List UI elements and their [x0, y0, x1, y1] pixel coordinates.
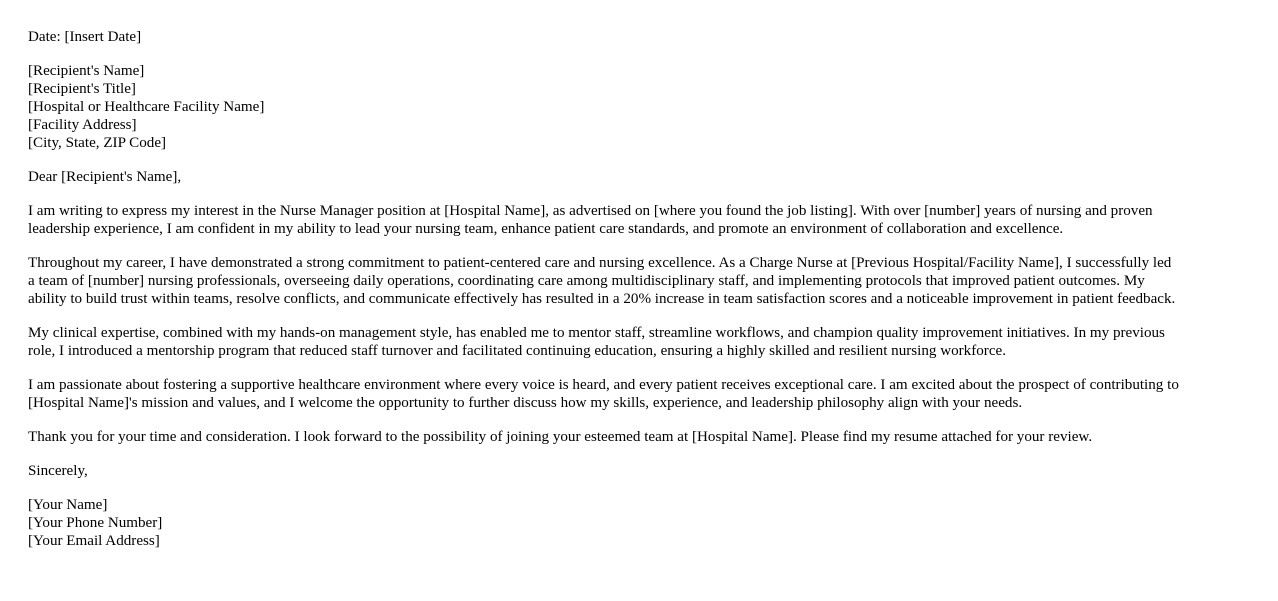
body-paragraph-passion — [28, 376, 1256, 412]
sender-name: [Your Name] — [28, 497, 108, 513]
sender-phone: [Your Phone Number] — [28, 515, 163, 531]
paragraph-line: Throughout my career, I have demonstrated a strong commitment to patient-centered care and nursing excellence. As a Charge Nurse at [Previous Hospital/Facility Name], I successfully led — [28, 255, 1172, 271]
paragraph-line: I am passionate about fostering a supportive healthcare environment where every voice is heard, and every patient receives exceptional care. I am excited about the prospect of contributing to — [28, 377, 1179, 393]
paragraph-line: Thank you for your time and consideration. I look forward to the possibility of joining your esteemed team at [Hospital Name]. Please find my resume attached for your review. — [28, 429, 1093, 445]
paragraph-line: leadership experience, I am confident in my ability to lead your nursing team, enhance patient care standards, and promote an environment of collaboration and excellence. — [28, 221, 1064, 237]
sender-email: [Your Email Address] — [28, 533, 160, 549]
cover-letter — [28, 28, 1256, 566]
paragraph-line: [Hospital Name]'s mission and values, and I welcome the opportunity to further discuss how my skills, experience, and leadership philosophy align with your needs. — [28, 395, 1023, 411]
sender-signature-block — [28, 496, 1256, 550]
recipient-city-state-zip: [City, State, ZIP Code] — [28, 135, 167, 151]
closing — [28, 462, 1256, 480]
paragraph-line: I am writing to express my interest in the Nurse Manager position at [Hospital Name], as advertised on [where you found the job listing]. With over [number] years of nursing and proven — [28, 203, 1153, 219]
closing-text: Sincerely, — [28, 463, 88, 479]
body-paragraph-expertise — [28, 324, 1256, 360]
body-paragraph-intro — [28, 202, 1256, 238]
paragraph-line: My clinical expertise, combined with my hands-on management style, has enabled me to mentor staff, streamline workflows, and champion quality improvement initiatives. In my previous — [28, 325, 1165, 341]
recipient-address-block — [28, 62, 1256, 152]
recipient-facility: [Hospital or Healthcare Facility Name] — [28, 99, 265, 115]
paragraph-line: a team of [number] nursing professionals, overseeing daily operations, coordinating care among multidisciplinary staff, and implementing protocols that improved patient outcomes. My — [28, 273, 1145, 289]
salutation — [28, 168, 1256, 186]
recipient-address: [Facility Address] — [28, 117, 137, 133]
paragraph-line: role, I introduced a mentorship program that reduced staff turnover and facilitated continuing education, ensuring a highly skilled and resilient nursing workforce. — [28, 343, 1007, 359]
letter-date-block — [28, 28, 1256, 46]
recipient-title: [Recipient's Title] — [28, 81, 136, 97]
body-paragraph-thanks — [28, 428, 1256, 446]
salutation-text: Dear [Recipient's Name], — [28, 169, 182, 185]
paragraph-line: ability to build trust within teams, resolve conflicts, and communicate effectively has resulted in a 20% increase in team satisfaction scores and a noticeable improvement in patient feedback. — [28, 291, 1176, 307]
body-paragraph-career — [28, 254, 1256, 308]
recipient-name: [Recipient's Name] — [28, 63, 145, 79]
letter-date: Date: [Insert Date] — [28, 29, 142, 45]
